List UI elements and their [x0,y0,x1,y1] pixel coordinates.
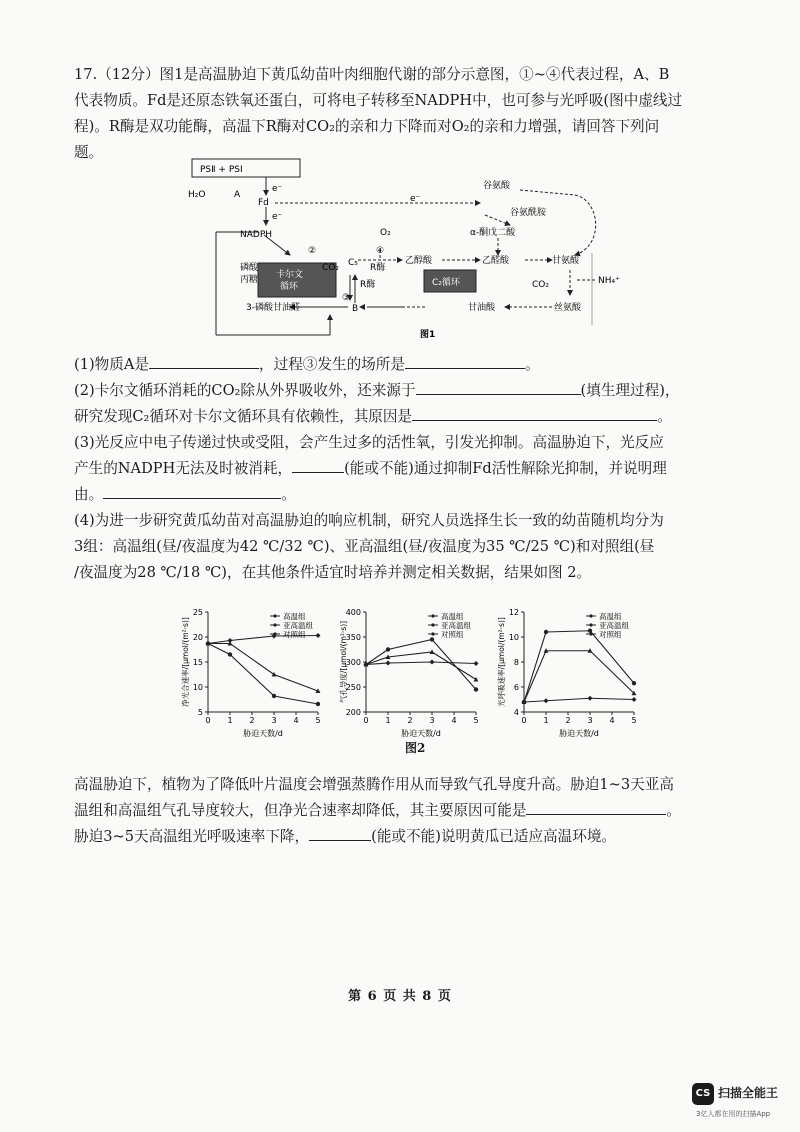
cs-logo-icon: CS [692,1083,714,1105]
chart0-y-tick-label: 25 [192,608,203,617]
q2-answer-blank-1[interactable] [416,378,581,395]
chart2-x-tick-label: 1 [543,716,549,725]
q1-answer-blank-1[interactable] [149,352,259,369]
chart0-x-tick-label: 3 [271,716,277,725]
chart0-series-0-line [208,644,318,705]
svg-text:谷氨酸: 谷氨酸 [483,181,511,191]
chart2-legend-label-1: 亚高温组 [599,621,629,630]
chart2-series-1-line [524,651,634,702]
chart0-x-tick-label: 2 [249,716,255,725]
chart2-series-2-point [588,696,593,701]
chart1-series-2-point [474,661,479,666]
chart0-y-tick-label: 15 [192,658,203,667]
chart2-series-0-point [544,630,548,634]
chart0-series-1-point [272,672,277,677]
q4-answer-blank-1[interactable] [526,798,666,815]
chart0-legend-marker-2 [273,632,276,635]
chart2-series-0-point [588,629,592,633]
q4-line2: 3组：高温组(昼/夜温度为42 ℃/32 ℃)、亚高温组(昼/夜温度为35 ℃/25 ℃)和对照组(昼 [74,538,655,555]
svg-text:乙醇酸: 乙醇酸 [405,256,433,266]
svg-text:CO₂: CO₂ [532,280,549,290]
svg-text:e⁻: e⁻ [410,194,421,204]
svg-text:α-酮戊二酸: α-酮戊二酸 [470,228,516,238]
svg-text:e⁻: e⁻ [272,184,283,194]
q3-line2: 产生的NADPH无法及时被消耗， (能或不能)通过抑制Fd活性解除光抑制，并说明理 [74,456,724,482]
svg-text:3-磷酸甘油醛: 3-磷酸甘油醛 [246,303,300,313]
chart2-series-0-line [524,631,634,702]
question-4-tail [74,772,724,850]
chart1-y-label: 气孔导度/[μmol/(m²·s)] [339,620,348,704]
chart1-series-0-point [386,647,390,651]
svg-text:H₂O: H₂O [188,190,206,200]
chart0-y-tick-label: 20 [192,633,203,642]
chart2-legend-marker-2 [589,632,592,635]
chart0-legend-label-2: 对照组 [283,630,306,639]
chart1-y-tick-label: 350 [345,633,361,642]
svg-text:甘氨酸: 甘氨酸 [552,256,580,266]
q3-line3: 由。 。 [74,482,724,508]
scanner-tagline: 3亿人都在用的扫描App [696,1110,771,1118]
chart2-legend-label-0: 高温组 [599,612,622,621]
chart2-y-tick-label: 8 [513,658,519,667]
chart1-legend-label-1: 亚高温组 [441,621,471,630]
q2-line2: 研究发现C₂循环对卡尔文循环具有依赖性，其原因是 。 [74,404,724,430]
fd-label: Fd [258,198,269,208]
page-footer: 第 6 页 共 8 页 [348,989,452,1004]
chart0-series-0-point [316,702,320,706]
chart1-legend-marker-0 [431,614,434,617]
q1-line: (1)物质A是 ，过程③发生的场所是 。 [74,352,724,378]
chart1-y-tick-label: 400 [345,608,361,617]
chart1-y-tick-label: 250 [345,683,361,692]
svg-text:C₂循环: C₂循环 [432,278,460,288]
svg-text:③: ③ [342,293,351,303]
chart1-legend-marker-2 [431,632,434,635]
scanner-name: 扫描全能王 [718,1086,779,1100]
figure1-diagram [180,155,620,340]
figure2-caption: 图2 [405,741,426,755]
tail-line3: 胁迫3~5天高温组光呼吸速率下降， (能或不能)说明黄瓜已适应高温环境。 [74,824,724,850]
chart2-x-label: 胁迫天数/d [559,729,599,738]
chart1-y-tick-label: 300 [345,658,361,667]
chart1-series-0-line [366,640,476,690]
q1-answer-blank-2[interactable] [405,352,525,369]
chart0-x-tick-label: 0 [205,716,211,725]
chart1-x-tick-label: 2 [407,716,413,725]
chart2-x-tick-label: 0 [521,716,527,725]
chart2-x-tick-label: 3 [587,716,593,725]
chart1-y-tick-label: 200 [345,708,361,717]
svg-text:R酶: R酶 [360,280,376,290]
chart1-series-2-point [386,661,391,666]
svg-text:B: B [352,304,359,314]
q3-line1: (3)光反应中电子传递过快或受阻，会产生过多的活性氧，引发光抑制。高温胁迫下，光反应 [74,434,664,451]
chart1-legend-label-0: 高温组 [441,612,464,621]
chart2-series-2-point [632,697,637,702]
svg-text:②: ② [308,246,317,256]
ps-label: PSⅡ + PSⅠ [200,165,243,175]
chart0-y-tick-label: 5 [197,708,203,717]
chart0-y-label: 净光合速率/[μmol/(m²·s)] [181,617,190,707]
figure1-caption: 图1 [420,330,436,340]
chart1-series-0-point [430,637,434,641]
chart2-series-2-line [524,698,634,702]
chart0-x-tick-label: 1 [227,716,233,725]
q3-answer-blank-1[interactable] [292,456,344,473]
chart2-y-tick-label: 6 [513,683,519,692]
chart0-x-label: 胁迫天数/d [243,729,283,738]
svg-text:乙醛酸: 乙醛酸 [482,256,510,266]
chart0-legend-marker-0 [273,614,276,617]
chart1-series-0-point [474,687,478,691]
svg-text:甘油酸: 甘油酸 [468,303,496,313]
svg-text:④: ④ [376,246,385,256]
chart1-x-label: 胁迫天数/d [401,729,441,738]
svg-text:循环: 循环 [280,282,299,292]
q4-line1: (4)为进一步研究黄瓜幼苗对高温胁迫的响应机制，研究人员选择生长一致的幼苗随机均分为 [74,512,664,529]
figure2-charts [180,600,660,750]
svg-text:丙糖: 丙糖 [240,275,259,285]
chart0-series-2-point [228,638,233,643]
chart1-x-tick-label: 1 [385,716,391,725]
chart1-x-tick-label: 5 [473,716,479,725]
chart1-series-1-line [366,652,476,680]
chart0-y-tick-label: 10 [192,683,203,692]
tail-line2: 温组和高温组气孔导度较大，但净光合速率却降低，其主要原因可能是 。 [74,798,724,824]
q2-line1: (2)卡尔文循环消耗的CO₂除从外界吸收外，还来源于 (填生理过程)， [74,378,724,404]
chart0-legend-label-0: 高温组 [283,612,306,621]
chart1-series-2-line [366,662,476,665]
chart2-legend-label-2: 对照组 [599,630,622,639]
svg-text:谷氨酰胺: 谷氨酰胺 [510,208,547,218]
chart0-series-0-point [272,694,276,698]
chart2-y-tick-label: 12 [508,608,519,617]
chart1-series-1-point [474,677,479,682]
chart0-legend-label-1: 亚高温组 [283,621,313,630]
chart1-x-tick-label: 0 [363,716,369,725]
chart2-series-0-point [632,681,636,685]
chart0-legend-marker-1 [273,623,276,626]
chart0-series-2-point [316,633,321,638]
chart1-legend-label-2: 对照组 [441,630,464,639]
svg-text:A: A [234,190,241,200]
svg-text:卡尔文: 卡尔文 [276,270,304,280]
scanner-watermark [690,1083,795,1123]
svg-text:磷酸: 磷酸 [240,263,259,273]
q2-answer-blank-2[interactable] [412,404,657,421]
svg-text:丝氨酸: 丝氨酸 [554,303,582,313]
chart2-x-tick-label: 2 [565,716,571,725]
svg-text:e⁻: e⁻ [272,212,283,222]
svg-text:NH₄⁺: NH₄⁺ [598,276,620,286]
q4-answer-blank-2[interactable] [309,824,371,841]
svg-text:O₂: O₂ [380,228,391,238]
chart0-series-1-line [208,644,318,692]
chart0-x-tick-label: 4 [293,716,299,725]
svg-text:R酶: R酶 [370,263,386,273]
chart0-series-0-point [228,652,232,656]
q4-line3: /夜温度为28 ℃/18 ℃)，在其他条件适宜时培养并测定相关数据，结果如图 2。 [74,564,592,581]
chart2-legend-marker-0 [589,614,592,617]
question-intro: 17.（12分）图1是高温胁迫下黄瓜幼苗叶肉细胞代谢的部分示意图，①~④代表过程，A、B 代表物质。Fd是还原态铁氧还蛋白，可将电子转移至NADPH中，也可参与光呼吸(图中虚线过 程)。R酶是双功能酶，高温下R酶对CO₂的亲和力下降而对O₂的亲和力增强，请回答下列问 题。 [74,66,683,161]
chart2-x-tick-label: 4 [609,716,615,725]
tail-line1: 高温胁迫下，植物为了降低叶片温度会增强蒸腾作用从而导致气孔导度升高。胁迫1~3天亚高 [74,776,674,793]
nadph-label: NADPH [240,230,273,240]
chart2-legend-marker-1 [589,623,592,626]
q3-answer-blank-2[interactable] [103,482,281,499]
chart0-x-tick-label: 5 [315,716,321,725]
chart2-x-tick-label: 5 [631,716,637,725]
chart1-x-tick-label: 3 [429,716,435,725]
question-1-3 [74,352,724,586]
chart1-series-2-point [430,660,435,665]
svg-text:CO₂: CO₂ [322,263,339,273]
c5-label: C₅ [348,258,358,268]
chart2-y-tick-label: 10 [508,633,519,642]
chart1-legend-marker-1 [431,623,434,626]
chart1-x-tick-label: 4 [451,716,457,725]
chart2-series-2-point [544,698,549,703]
chart2-y-label: 光呼吸速率/[μmol/(m²·s)] [497,617,506,707]
chart2-y-tick-label: 4 [513,708,519,717]
